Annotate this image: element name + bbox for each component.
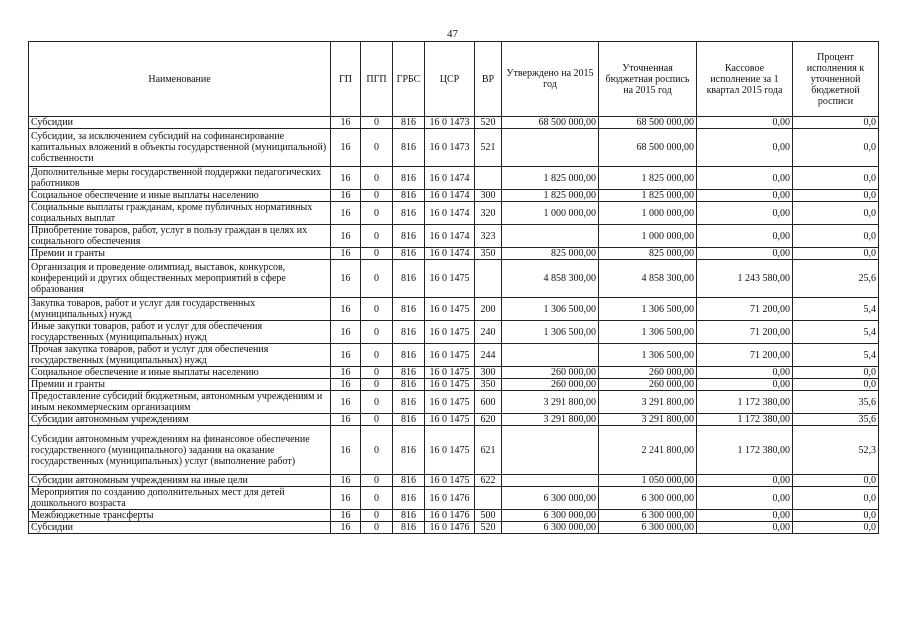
cell-grbs: 816 xyxy=(393,426,425,475)
table-row xyxy=(29,298,879,321)
cell-name: Дополнительные меры государственной поддержки педагогических работников xyxy=(29,167,331,190)
cell-refined: 3 291 800,00 xyxy=(599,414,697,426)
cell-name: Субсидии автономным учреждениям на финансовое обеспечение государственного (муниципального) задания на оказание государственных (муниципальных) услуг (выполнение работ) xyxy=(29,426,331,475)
cell-name: Организация и проведение олимпиад, выставок, конкурсов, конференций и других общественных мероприятий в сфере образования xyxy=(29,260,331,298)
cell-vr: 300 xyxy=(475,190,502,202)
cell-gp: 16 xyxy=(331,248,361,260)
table-row xyxy=(29,414,879,426)
cell-name: Закупка товаров, работ и услуг для государственных (муниципальных) нужд xyxy=(29,298,331,321)
cell-vr: 622 xyxy=(475,475,502,487)
cell-csr: 16 0 1474 xyxy=(425,167,475,190)
cell-refined: 1 306 500,00 xyxy=(599,298,697,321)
cell-name: Премии и гранты xyxy=(29,379,331,391)
cell-percent: 0,0 xyxy=(793,202,879,225)
cell-ppgp: 0 xyxy=(361,117,393,129)
cell-percent: 0,0 xyxy=(793,117,879,129)
cell-percent: 5,4 xyxy=(793,344,879,367)
cell-ppgp: 0 xyxy=(361,367,393,379)
cell-grbs: 816 xyxy=(393,202,425,225)
cell-gp: 16 xyxy=(331,298,361,321)
cell-csr: 16 0 1475 xyxy=(425,426,475,475)
budget-table xyxy=(28,41,879,534)
table-row xyxy=(29,487,879,510)
cell-csr: 16 0 1473 xyxy=(425,117,475,129)
cell-ppgp: 0 xyxy=(361,225,393,248)
table-row xyxy=(29,475,879,487)
cell-ppgp: 0 xyxy=(361,190,393,202)
table-row xyxy=(29,321,879,344)
cell-approved: 1 000 000,00 xyxy=(502,202,599,225)
cell-cash: 0,00 xyxy=(697,129,793,167)
cell-ppgp: 0 xyxy=(361,260,393,298)
cell-cash: 0,00 xyxy=(697,475,793,487)
cell-cash: 0,00 xyxy=(697,510,793,522)
cell-refined: 260 000,00 xyxy=(599,367,697,379)
cell-csr: 16 0 1475 xyxy=(425,414,475,426)
cell-name: Субсидии автономным учреждениям на иные цели xyxy=(29,475,331,487)
cell-gp: 16 xyxy=(331,202,361,225)
cell-name: Субсидии xyxy=(29,522,331,534)
cell-ppgp: 0 xyxy=(361,414,393,426)
table-row xyxy=(29,225,879,248)
cell-csr: 16 0 1474 xyxy=(425,202,475,225)
cell-approved: 260 000,00 xyxy=(502,367,599,379)
cell-grbs: 816 xyxy=(393,475,425,487)
header-csr: ЦСР xyxy=(425,42,475,117)
table-row xyxy=(29,379,879,391)
cell-percent: 0,0 xyxy=(793,190,879,202)
cell-cash: 0,00 xyxy=(697,522,793,534)
cell-cash: 0,00 xyxy=(697,225,793,248)
cell-gp: 16 xyxy=(331,117,361,129)
cell-csr: 16 0 1475 xyxy=(425,379,475,391)
cell-ppgp: 0 xyxy=(361,487,393,510)
cell-percent: 0,0 xyxy=(793,129,879,167)
cell-grbs: 816 xyxy=(393,260,425,298)
cell-vr: 320 xyxy=(475,202,502,225)
cell-approved: 6 300 000,00 xyxy=(502,510,599,522)
cell-vr: 300 xyxy=(475,367,502,379)
cell-refined: 1 306 500,00 xyxy=(599,321,697,344)
cell-refined: 2 241 800,00 xyxy=(599,426,697,475)
table-row xyxy=(29,202,879,225)
cell-ppgp: 0 xyxy=(361,379,393,391)
cell-refined: 6 300 000,00 xyxy=(599,522,697,534)
cell-vr: 500 xyxy=(475,510,502,522)
cell-gp: 16 xyxy=(331,260,361,298)
cell-cash: 0,00 xyxy=(697,117,793,129)
cell-gp: 16 xyxy=(331,344,361,367)
header-ppgp: ПГП xyxy=(361,42,393,117)
cell-ppgp: 0 xyxy=(361,321,393,344)
cell-cash: 0,00 xyxy=(697,167,793,190)
cell-percent: 35,6 xyxy=(793,391,879,414)
cell-vr: 350 xyxy=(475,379,502,391)
cell-percent: 0,0 xyxy=(793,248,879,260)
cell-name: Прочая закупка товаров, работ и услуг для обеспечения государственных (муниципальных) нужд xyxy=(29,344,331,367)
cell-ppgp: 0 xyxy=(361,129,393,167)
cell-refined: 6 300 000,00 xyxy=(599,487,697,510)
cell-name: Мероприятия по созданию дополнительных мест для детей дошкольного возраста xyxy=(29,487,331,510)
cell-cash: 0,00 xyxy=(697,190,793,202)
cell-percent: 0,0 xyxy=(793,167,879,190)
cell-ppgp: 0 xyxy=(361,391,393,414)
cell-csr: 16 0 1475 xyxy=(425,391,475,414)
cell-vr xyxy=(475,260,502,298)
cell-cash: 0,00 xyxy=(697,487,793,510)
cell-percent: 0,0 xyxy=(793,379,879,391)
table-row xyxy=(29,391,879,414)
cell-refined: 4 858 300,00 xyxy=(599,260,697,298)
cell-gp: 16 xyxy=(331,129,361,167)
cell-grbs: 816 xyxy=(393,379,425,391)
cell-name: Субсидии xyxy=(29,117,331,129)
table-row xyxy=(29,248,879,260)
cell-gp: 16 xyxy=(331,167,361,190)
cell-approved: 6 300 000,00 xyxy=(502,522,599,534)
cell-csr: 16 0 1475 xyxy=(425,321,475,344)
cell-csr: 16 0 1475 xyxy=(425,260,475,298)
cell-ppgp: 0 xyxy=(361,522,393,534)
cell-approved xyxy=(502,129,599,167)
header-vr: ВР xyxy=(475,42,502,117)
cell-cash: 1 172 380,00 xyxy=(697,391,793,414)
cell-csr: 16 0 1474 xyxy=(425,190,475,202)
cell-cash: 0,00 xyxy=(697,202,793,225)
table-body xyxy=(29,117,879,534)
cell-gp: 16 xyxy=(331,391,361,414)
cell-gp: 16 xyxy=(331,487,361,510)
cell-cash: 71 200,00 xyxy=(697,298,793,321)
cell-percent: 0,0 xyxy=(793,487,879,510)
cell-csr: 16 0 1475 xyxy=(425,367,475,379)
cell-csr: 16 0 1475 xyxy=(425,298,475,321)
cell-percent: 0,0 xyxy=(793,225,879,248)
cell-approved: 1 306 500,00 xyxy=(502,321,599,344)
cell-csr: 16 0 1476 xyxy=(425,487,475,510)
cell-name: Субсидии, за исключением субсидий на софинансирование капитальных вложений в объекты государственной (муниципальной) собственности xyxy=(29,129,331,167)
cell-ppgp: 0 xyxy=(361,344,393,367)
cell-vr: 521 xyxy=(475,129,502,167)
cell-vr: 620 xyxy=(475,414,502,426)
cell-refined: 825 000,00 xyxy=(599,248,697,260)
cell-grbs: 816 xyxy=(393,367,425,379)
table-row xyxy=(29,260,879,298)
header-cash: Кассовое исполнение за 1 квартал 2015 года xyxy=(697,42,793,117)
cell-vr: 200 xyxy=(475,298,502,321)
cell-cash: 71 200,00 xyxy=(697,344,793,367)
cell-gp: 16 xyxy=(331,321,361,344)
cell-refined: 1 000 000,00 xyxy=(599,202,697,225)
cell-grbs: 816 xyxy=(393,414,425,426)
cell-refined: 1 825 000,00 xyxy=(599,190,697,202)
cell-approved: 3 291 800,00 xyxy=(502,414,599,426)
cell-approved: 1 306 500,00 xyxy=(502,298,599,321)
cell-csr: 16 0 1474 xyxy=(425,248,475,260)
cell-cash: 71 200,00 xyxy=(697,321,793,344)
cell-approved: 260 000,00 xyxy=(502,379,599,391)
cell-approved xyxy=(502,426,599,475)
cell-name: Социальное обеспечение и иные выплаты населению xyxy=(29,367,331,379)
cell-cash: 0,00 xyxy=(697,248,793,260)
cell-refined: 3 291 800,00 xyxy=(599,391,697,414)
cell-csr: 16 0 1474 xyxy=(425,225,475,248)
cell-approved: 825 000,00 xyxy=(502,248,599,260)
cell-refined: 6 300 000,00 xyxy=(599,510,697,522)
cell-vr xyxy=(475,167,502,190)
cell-grbs: 816 xyxy=(393,298,425,321)
cell-approved: 3 291 800,00 xyxy=(502,391,599,414)
cell-vr: 621 xyxy=(475,426,502,475)
cell-gp: 16 xyxy=(331,522,361,534)
cell-percent: 0,0 xyxy=(793,510,879,522)
cell-gp: 16 xyxy=(331,426,361,475)
cell-approved: 1 825 000,00 xyxy=(502,167,599,190)
table-row xyxy=(29,344,879,367)
cell-percent: 35,6 xyxy=(793,414,879,426)
cell-name: Социальное обеспечение и иные выплаты населению xyxy=(29,190,331,202)
cell-vr: 520 xyxy=(475,117,502,129)
cell-gp: 16 xyxy=(331,190,361,202)
cell-csr: 16 0 1475 xyxy=(425,475,475,487)
header-row xyxy=(29,42,879,117)
cell-grbs: 816 xyxy=(393,391,425,414)
cell-percent: 5,4 xyxy=(793,321,879,344)
cell-approved: 68 500 000,00 xyxy=(502,117,599,129)
cell-name: Межбюджетные трансферты xyxy=(29,510,331,522)
cell-cash: 0,00 xyxy=(697,367,793,379)
cell-grbs: 816 xyxy=(393,225,425,248)
header-grbs: ГРБС xyxy=(393,42,425,117)
cell-gp: 16 xyxy=(331,475,361,487)
cell-csr: 16 0 1475 xyxy=(425,344,475,367)
cell-approved: 1 825 000,00 xyxy=(502,190,599,202)
cell-cash: 0,00 xyxy=(697,379,793,391)
cell-refined: 1 050 000,00 xyxy=(599,475,697,487)
cell-vr: 240 xyxy=(475,321,502,344)
table-row xyxy=(29,190,879,202)
cell-gp: 16 xyxy=(331,367,361,379)
cell-gp: 16 xyxy=(331,379,361,391)
cell-name: Премии и гранты xyxy=(29,248,331,260)
cell-cash: 1 243 580,00 xyxy=(697,260,793,298)
cell-grbs: 816 xyxy=(393,117,425,129)
cell-gp: 16 xyxy=(331,510,361,522)
cell-percent: 25,6 xyxy=(793,260,879,298)
cell-approved: 6 300 000,00 xyxy=(502,487,599,510)
cell-gp: 16 xyxy=(331,225,361,248)
cell-gp: 16 xyxy=(331,414,361,426)
cell-grbs: 816 xyxy=(393,487,425,510)
cell-refined: 1 825 000,00 xyxy=(599,167,697,190)
cell-vr: 244 xyxy=(475,344,502,367)
cell-ppgp: 0 xyxy=(361,510,393,522)
cell-name: Иные закупки товаров, работ и услуг для обеспечения государственных (муниципальных) нужд xyxy=(29,321,331,344)
cell-vr: 600 xyxy=(475,391,502,414)
cell-refined: 1 000 000,00 xyxy=(599,225,697,248)
cell-grbs: 816 xyxy=(393,522,425,534)
table-row xyxy=(29,426,879,475)
header-refined: Уточненная бюджетная роспись на 2015 год xyxy=(599,42,697,117)
cell-grbs: 816 xyxy=(393,129,425,167)
cell-approved: 4 858 300,00 xyxy=(502,260,599,298)
cell-ppgp: 0 xyxy=(361,167,393,190)
cell-grbs: 816 xyxy=(393,248,425,260)
cell-csr: 16 0 1476 xyxy=(425,510,475,522)
cell-name: Приобретение товаров, работ, услуг в пользу граждан в целях их социального обеспечения xyxy=(29,225,331,248)
cell-vr: 350 xyxy=(475,248,502,260)
cell-approved xyxy=(502,344,599,367)
header-gp: ГП xyxy=(331,42,361,117)
cell-refined: 68 500 000,00 xyxy=(599,117,697,129)
cell-grbs: 816 xyxy=(393,321,425,344)
header-percent: Процент исполнения к уточненной бюджетной росписи xyxy=(793,42,879,117)
cell-csr: 16 0 1473 xyxy=(425,129,475,167)
table-row xyxy=(29,510,879,522)
table-row xyxy=(29,117,879,129)
cell-ppgp: 0 xyxy=(361,248,393,260)
cell-name: Субсидии автономным учреждениям xyxy=(29,414,331,426)
cell-grbs: 816 xyxy=(393,344,425,367)
cell-refined: 1 306 500,00 xyxy=(599,344,697,367)
header-name: Наименование xyxy=(29,42,331,117)
cell-percent: 52,3 xyxy=(793,426,879,475)
cell-grbs: 816 xyxy=(393,510,425,522)
cell-name: Предоставление субсидий бюджетным, автономным учреждениям и иным некоммерческим организациям xyxy=(29,391,331,414)
cell-refined: 260 000,00 xyxy=(599,379,697,391)
cell-ppgp: 0 xyxy=(361,475,393,487)
header-approved: Утверждено на 2015 год xyxy=(502,42,599,117)
cell-vr xyxy=(475,487,502,510)
page-number: 47 xyxy=(447,28,458,40)
cell-ppgp: 0 xyxy=(361,426,393,475)
cell-percent: 0,0 xyxy=(793,475,879,487)
cell-csr: 16 0 1476 xyxy=(425,522,475,534)
cell-grbs: 816 xyxy=(393,190,425,202)
table-row xyxy=(29,367,879,379)
cell-cash: 1 172 380,00 xyxy=(697,426,793,475)
cell-approved xyxy=(502,225,599,248)
table-row xyxy=(29,129,879,167)
cell-approved xyxy=(502,475,599,487)
cell-name: Социальные выплаты гражданам, кроме публичных нормативных социальных выплат xyxy=(29,202,331,225)
cell-vr: 323 xyxy=(475,225,502,248)
cell-cash: 1 172 380,00 xyxy=(697,414,793,426)
cell-percent: 0,0 xyxy=(793,367,879,379)
cell-percent: 0,0 xyxy=(793,522,879,534)
cell-refined: 68 500 000,00 xyxy=(599,129,697,167)
table-row xyxy=(29,167,879,190)
table-row xyxy=(29,522,879,534)
cell-grbs: 816 xyxy=(393,167,425,190)
cell-percent: 5,4 xyxy=(793,298,879,321)
cell-ppgp: 0 xyxy=(361,202,393,225)
cell-ppgp: 0 xyxy=(361,298,393,321)
cell-vr: 520 xyxy=(475,522,502,534)
